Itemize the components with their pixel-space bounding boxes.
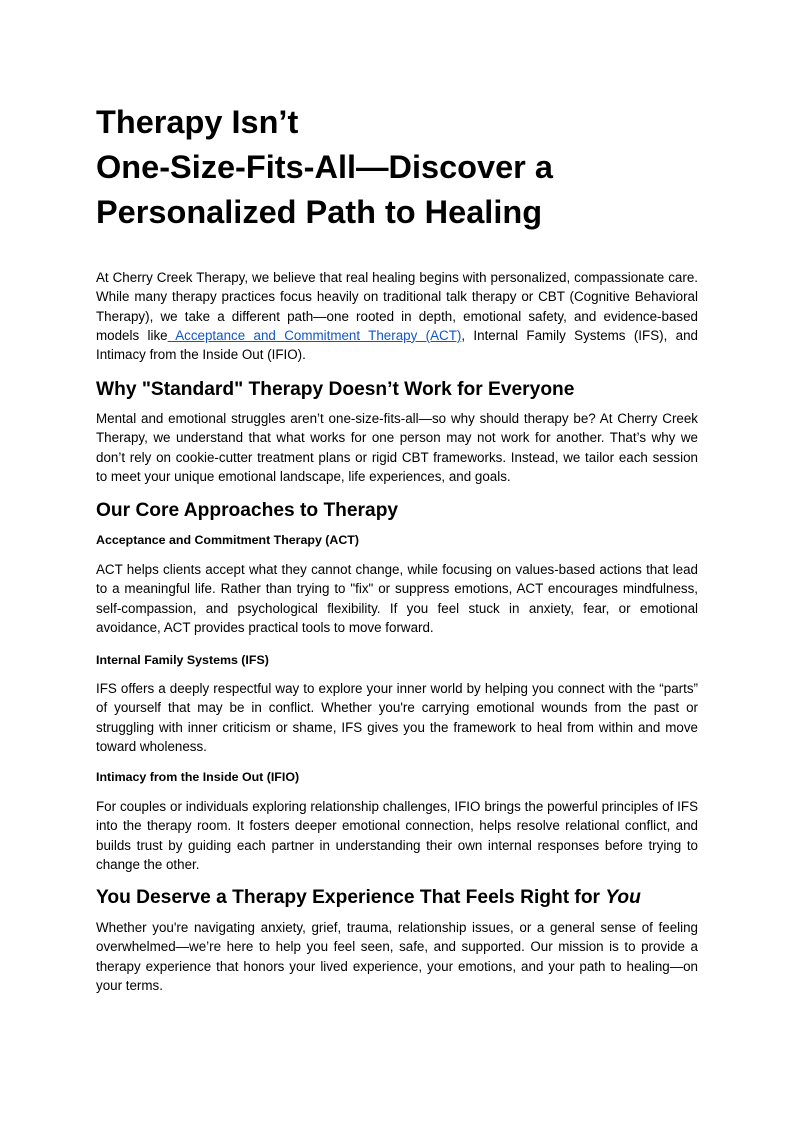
ifio-heading: Intimacy from the Inside Out (IFIO) bbox=[96, 770, 300, 784]
deserve-paragraph: Whether you're navigating anxiety, grief, trauma, relationship issues, or a general sense of feeling overwhelmed—we’re here to help you feel seen, safe, and supported. Our mission is to provide a therapy experience that honors your lived experience, your emotions, and your path to healing—on your terms. bbox=[96, 920, 698, 993]
deserve-heading-emphasis: You bbox=[605, 887, 641, 908]
why-heading: Why "Standard" Therapy Doesn’t Work for Everyone bbox=[96, 379, 575, 400]
intro-text-end: , Internal Family Systems (IFS), and Intimacy from the Inside Out (IFIO). bbox=[96, 327, 698, 363]
ifs-heading: Internal Family Systems (IFS) bbox=[96, 653, 269, 667]
intro-text-start: At Cherry Creek Therapy, we believe that real healing begins with personalized, compassionate care. While many therapy practices focus heavily on traditional talk therapy or CBT (Cognitive Behavioral Therapy), we take a different path—one rooted in depth, emotional safety, and evidence-based models like bbox=[96, 270, 698, 343]
deserve-heading-text: You Deserve a Therapy Experience That Feels Right for bbox=[96, 887, 606, 908]
deserve-heading bbox=[96, 886, 698, 910]
act-heading: Acceptance and Commitment Therapy (ACT) bbox=[96, 533, 359, 547]
ifio-paragraph: For couples or individuals exploring relationship challenges, IFIO brings the powerful principles of IFS into the therapy room. It fosters deeper emotional connection, helps resolve relational conflict, and builds trust by guiding each partner in understanding their own internal responses before trying to change the other. bbox=[96, 799, 698, 872]
act-paragraph: ACT helps clients accept what they cannot change, while focusing on values-based actions that lead to a meaningful life. Rather than trying to "fix" or suppress emotions, ACT encourages mindfulness, self-compassion, and psychological flexibility. If you feel stuck in anxiety, fear, or emotional avoidance, ACT provides practical tools to move forward. bbox=[96, 562, 698, 635]
title-line-2: One-Size-Fits-All—Discover a bbox=[96, 149, 553, 185]
intro-paragraph bbox=[96, 268, 698, 364]
ifs-paragraph: IFS offers a deeply respectful way to explore your inner world by helping you connect with the “parts” of yourself that may be in conflict. Whether you're carrying emotional wounds from the past or struggling with inner criticism or shame, IFS gives you the framework to heal from within and move toward wholeness. bbox=[96, 681, 698, 754]
core-approaches-heading: Our Core Approaches to Therapy bbox=[96, 500, 399, 521]
why-paragraph: Mental and emotional struggles aren’t one-size-fits-all—so why should therapy be? At Cherry Creek Therapy, we understand that what works for one person may not work for another. That’s why we don’t rely on cookie-cutter treatment plans or rigid CBT frameworks. Instead, we tailor each session to meet your unique emotional landscape, life experiences, and goals. bbox=[96, 411, 698, 484]
act-link[interactable]: Acceptance and Commitment Therapy (ACT) bbox=[167, 327, 462, 343]
page-title bbox=[96, 100, 698, 235]
title-line-1: Therapy Isn’t bbox=[96, 104, 299, 140]
title-line-3: Personalized Path to Healing bbox=[96, 194, 543, 230]
